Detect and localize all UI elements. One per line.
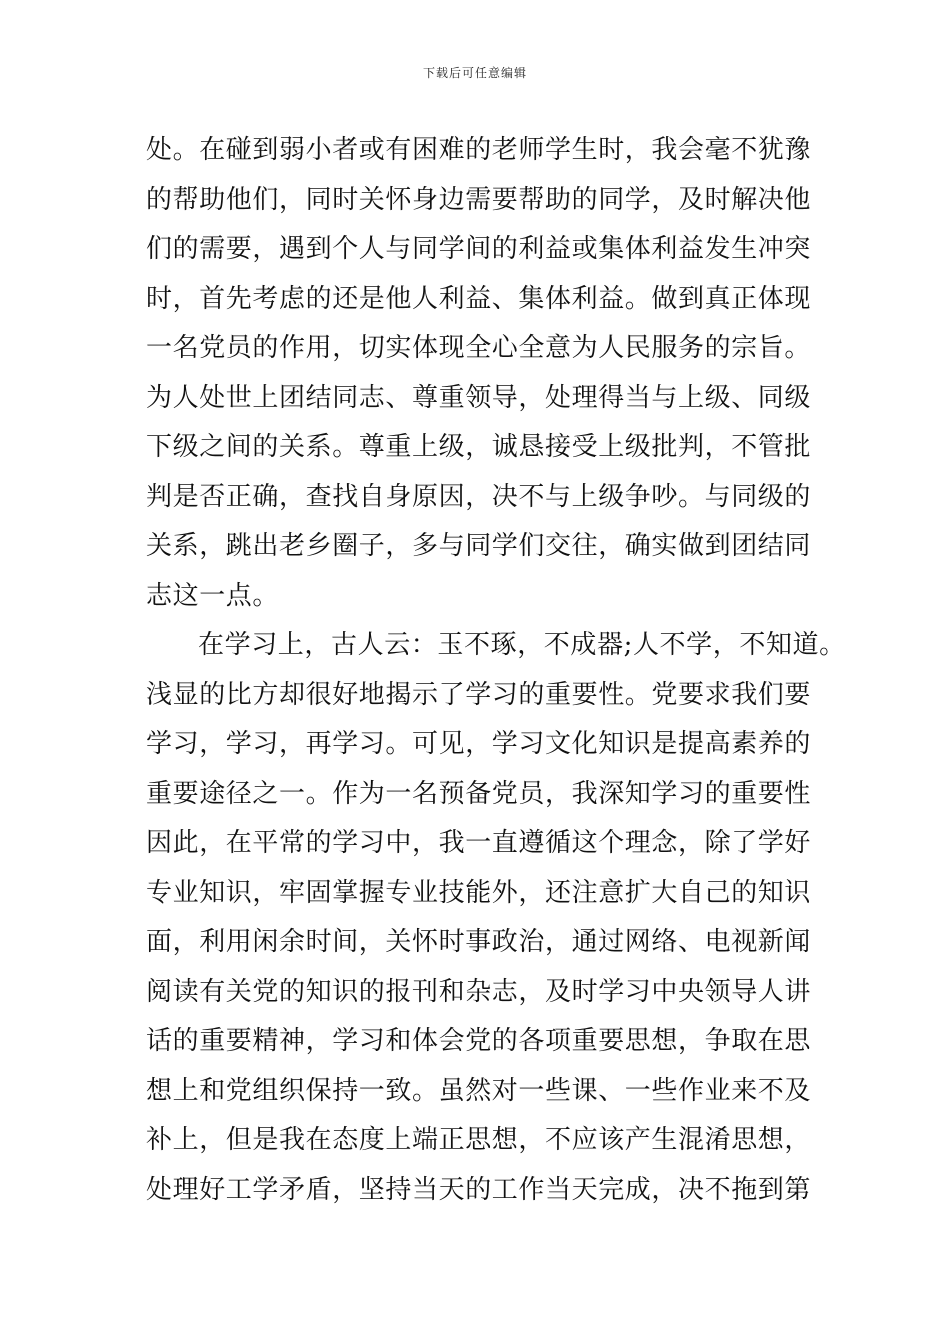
text-line: 一名党员的作用，切实体现全心全意为人民服务的宗旨。 [146, 333, 812, 363]
text-line: 补上，但是我在态度上端正思想，不应该产生混淆思想， [146, 1125, 812, 1155]
text-line: 时，首先考虑的还是他人利益、集体利益。做到真正体现 [146, 283, 812, 314]
body-text [146, 126, 846, 1215]
text-line: 下级之间的关系。尊重上级，诚恳接受上级批判，不管批 [146, 432, 812, 462]
text-line: 重要途径之一。作为一名预备党员，我深知学习的重要性 [146, 778, 812, 809]
text-line: 处。在碰到弱小者或有困难的老师学生时，我会毫不犹豫 [146, 135, 812, 165]
text-line: 们的需要，遇到个人与同学间的利益或集体利益发生冲突 [146, 234, 812, 264]
text-line: 浅显的比方却很好地揭示了学习的重要性。党要求我们要 [146, 679, 812, 710]
text-line: 专业知识，牢固掌握专业技能外，还注意扩大自己的知识 [146, 877, 812, 908]
text-line: 的帮助他们，同时关怀身边需要帮助的同学，及时解决他 [146, 184, 812, 215]
text-line: 判是否正确，查找自身原因，决不与上级争吵。与同级的 [146, 481, 812, 512]
text-line: 想上和党组织保持一致。虽然对一些课、一些作业来不及 [146, 1075, 812, 1106]
text-line: 学习，学习，再学习。可见，学习文化知识是提高素养的 [146, 729, 812, 759]
text-line: 为人处世上团结同志、尊重领导，处理得当与上级、同级 [146, 382, 812, 413]
text-line: 处理好工学矛盾，坚持当天的工作当天完成，决不拖到第 [146, 1174, 812, 1205]
paragraph-first-line: 在学习上，古人云：玉不琢，不成器;人不学，不知道。 [198, 630, 846, 660]
text-line: 关系，跳出老乡圈子，多与同学们交往，确实做到团结同 [146, 531, 812, 561]
page-header: 下载后可任意编辑 [422, 66, 527, 80]
text-line: 面，利用闲余时间，关怀时事政治，通过网络、电视新闻 [146, 927, 812, 957]
text-line: 因此，在平常的学习中，我一直遵循这个理念，除了学好 [146, 828, 812, 858]
text-line: 志这一点。 [146, 580, 280, 611]
text-line: 阅读有关党的知识的报刊和杂志，及时学习中央领导人讲 [146, 976, 812, 1007]
text-line: 话的重要精神，学习和体会党的各项重要思想，争取在思 [146, 1026, 812, 1056]
